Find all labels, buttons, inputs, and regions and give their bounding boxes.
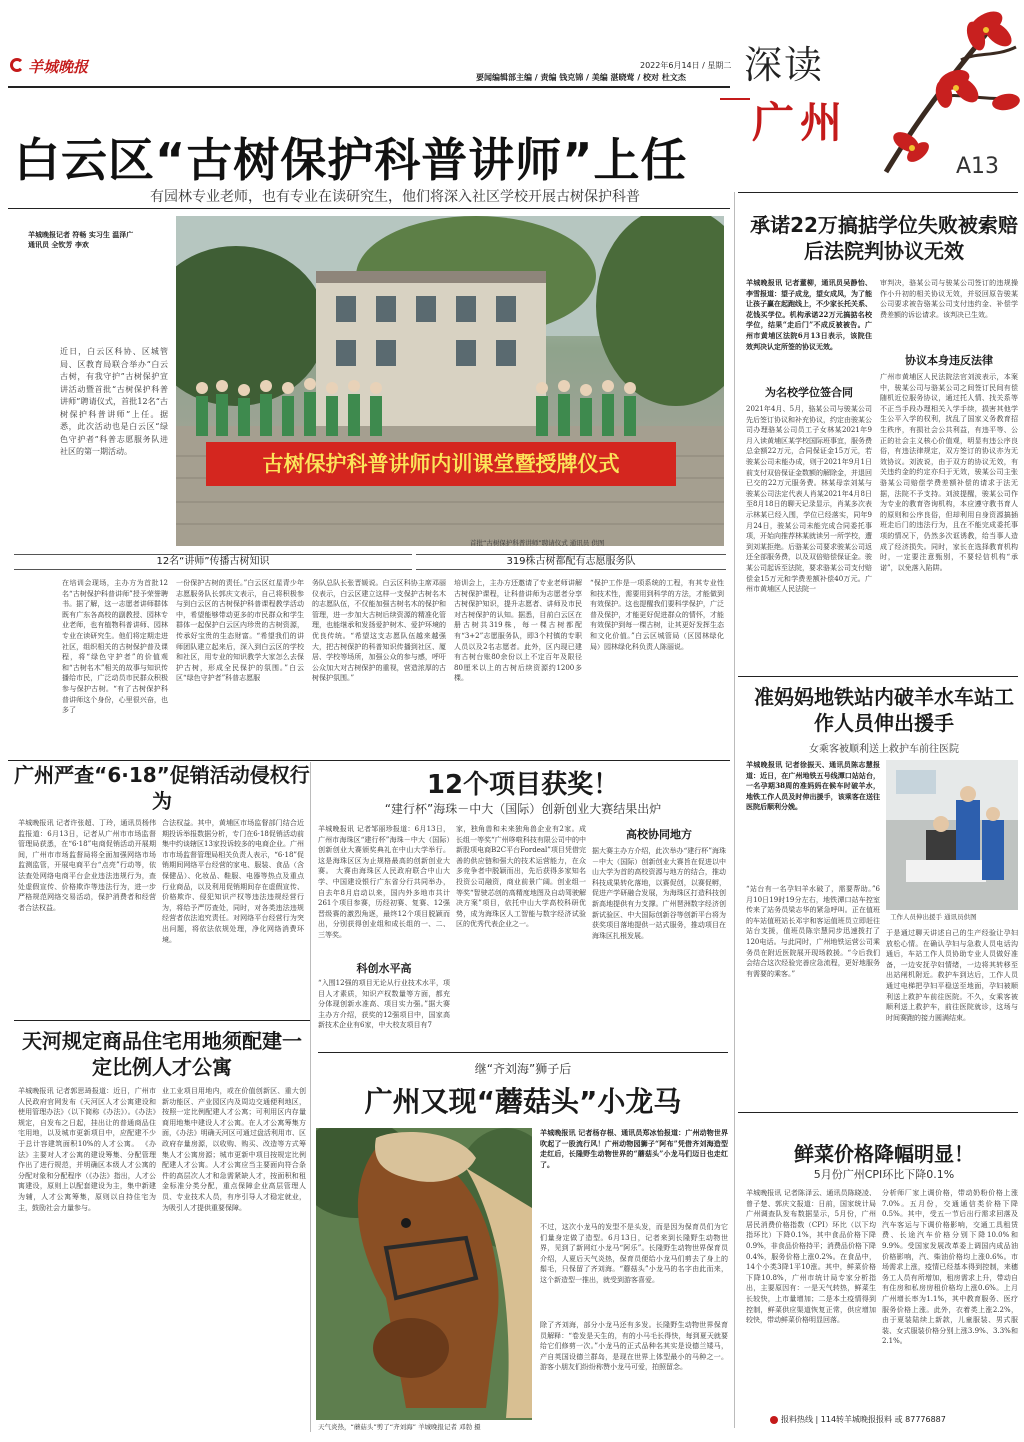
story8-headline: 广州又现“蘑菇头”小龙马 xyxy=(364,1085,682,1118)
mid-column-divider-lower xyxy=(310,1020,311,1432)
lead-col-1: 在培训会现场，主办方为首批12名“古树保护科普讲师”授予荣誉聘书。据了解，这一志愿者讲师群体既有广东各高校的副教授、园林专业老师，也有植物科普讲师、园林专业在读研究生。他们将定期走进社区，组织相关的古树保护普及课程，将“绿色守护者”的价值观和“古树名木”相关的故事与知识传播给市民，广泛动员市民群众积极参与保护古树。“有了古树保护科普讲师这个身份，心里很兴奋，也多了 xyxy=(62,579,168,715)
section-accent-line xyxy=(720,98,750,100)
story7-subhead-a: 科创水平高 xyxy=(318,960,450,976)
story2-subhead-1: 为名校学位签合同 xyxy=(765,386,853,399)
story2-col-1: 2021年4月、5月，骆某公司与骏某公司先后签订协议和补充协议，约定由骏某公司办理骆某公司员工子女林某2021年9月入读黄埔区某学校国际班事宜，服务费总金额22万元，合同保证金15万元，若骏某公司未能办成，则于2021年9月1日前支付双倍保证金数额的解除金，并退回已交的22万元服务费。林某母亲刘某与骏某公司法定代表人肖某2021年4月8日至8月18日的聊天记录显示，肖某多次表示林某已经入围，学位已经落实，同年9月24日，骏某公司未能完成合同委托事项，开始向推荐林某就读另一所学校，遭到刘某拒绝。后骆某公司要求骏某公司返还全部服务费，以及双倍赔偿保证金。骏某公司起诉至法院，要求骆某公司支付赔偿金15万元和学费差额补偿40万元。广州市黄埔区人民法院一 xyxy=(746,405,872,594)
story8-col-1: 不过，这次小龙马的发型不是头发，而是因为保育员们为它们量身定做了造型。6月13日，记者来到长隆野生动物世界，见到了新网红小龙马“阿乐”。长隆野生动物世界保育员介绍，人夏后天气炎热，保育员便给小龙马们剪去了身上的鬃毛，只保留了齐刘海。“蘑菇头”小龙马的名字由此而来，这个新造型一推出，就受到游客喜爱。 xyxy=(540,1223,728,1284)
story7-col-1b: “入围12强的项目无论从行业技术水平，项目人才素质，知识产权数量等方面，都充分体现创新水准高、项目实力强。”据大赛主办方介绍，获奖的12强项目中，国家高新技术企业有6家，中大校友项目有7 xyxy=(318,978,450,1044)
lead-headline: 白云区“古树保护科普讲师”上任 xyxy=(14,133,688,187)
lead-col-5: “保护工作是一项系统的工程，有其专业性和技术性，需要用到科学的方法，才能做到有效保护。这也提醒我们要科学保护，广泛普及保护，才能更好促进群众的情怀，才能有效保护到每一棵古树，让其更好发挥生态和文化价值。”白云区城管局（区园林绿化局）园林绿化科负责人陈丽说。 xyxy=(590,579,724,651)
story5-col-2: 合法权益。其中，黄埔区市场监督部门结合近期投诉举报数据分析，专门在6·18促销活动前集中约谈辖区13家投诉较多的电商企业。广州市市场监督管理局相关负责人表示，“6·18”促销期间网络平台经营的家电、服装、食品（含保健品）、化妆品、鞋服、电器等热点及重点行业商品，以及利用促销期间存在虚假宣传、价格欺诈、侵犯知识产权等违法违规经营行为，将给予严厉查处，同时，对各类违法违规经营者依法追究责任。对网络平台经营行为突出问题，将依法依规处理，净化网络消费环境。 xyxy=(162,819,304,944)
lead-photo xyxy=(176,216,724,546)
lead-photo-caption: 首批“古树保护科普讲师”聘请仪式 通讯员 供图 xyxy=(470,539,605,547)
story2-col-2: 广州市黄埔区人民法院法官刘波表示，本案中，骏某公司与骆某公司之间签订民间有偿随机近位服务协议，通过托人情、找关系等不正当手段办理相关入学手续，损害其他学生公平入学的权利，扰乱了国家义务教育招生秩序，有损社会公共利益，有违平等、公正的社会主义核心价值观，明显有违公序良俗，有违法律规定，双方签订的协议亦为无效协议。刘波说，由于双方的协议无效，有关违约金的约定亦归于无效，骏某公司主张骆某公司赔偿学费差额补偿的请求于法无据，法院不予支持。刘波提醒，骏某公司作为专业的教育咨询机构，本应遵守教书育人的原则和公序良俗，但却利用自身资源搞插班走后门的违法行为，且在不能完成委托事项的情况下，仍然多次诓诱教，给当事人造成了经济损失。同时，家长在选择教育机构时，一定要注意甄别，不要轻信机构“承诺”，以免落入陷阱。 xyxy=(880,373,1018,572)
right-column-divider xyxy=(734,192,735,1428)
lead-col-2: 一份保护古树的责任。”白云区红星青少年志愿服务队长郭庆文表示，自己将积极参与到白云区的古树保护科普课程教学活动中，希望能够带动更多的市民群众和学生群体一起保护白云区内珍贵的古树资源，传承好宝贵的生态财富。“希望我们的讲师团队建立起来后，深入到白云区的学校和社区，用专业的知识教学大家怎么去保护古树，形成全民保护的氛围。”白云区“绿色守护者”科普志愿服 xyxy=(176,579,304,683)
story5-col-1: 羊城晚报讯 记者许张超、丁玲，通讯员杨伟监报道：6月13日，记者从广州市市场监督管理局获悉，在“6·18”电商促销活动开展期间，广州市市场监督局将全面加强网络市场监测监管，开展电商平台“点亮”行动等，依法查处网络电商平台企业违法违规行为，查处虚假宣传、价格欺诈等违法行为，进一步严格规范网络交易活动，保护消费者和经营者合法权益。 xyxy=(18,819,156,912)
story6-byline: 羊城晚报讯 记者郭思琦报道：近日，广州市人民政府官网发布《天河区人才公寓建设和使用管理办法》（以下简称《办法》）。《办法》规定，自发布之日起，挂出让的普通商品住宅用地，以及城市更新项目中，应配建不少于总计容建筑面积10%的人才公寓。 xyxy=(18,1087,156,1148)
story3-subheadline: 女乘客被顺利送上救护车前往医院 xyxy=(809,744,959,755)
story8-photo xyxy=(316,1128,532,1420)
logo-text: 羊城晚报 xyxy=(28,58,89,76)
story3-photo-scene xyxy=(886,760,1018,910)
lead-subhead-1: 12名“讲师”传播古树知识 xyxy=(14,554,412,570)
story7-byline: 羊城晚报讯 记者邹丽珍报道：6月13日，广州市海珠区“建行杯”海珠－中大（国际）创新创业大赛颁奖典礼在中山大学举行。这是海珠区区为止规格最高的创新创业大赛。 xyxy=(318,825,450,876)
lead-photo-scene xyxy=(176,216,724,546)
lead-subhead-2: 319株古树都配有志愿服务队 xyxy=(416,554,726,570)
lead-photo-banner: 古树保护科普讲师内训课堂暨授牌仪式 xyxy=(262,452,620,476)
story2-top-rule xyxy=(738,192,1018,193)
hotline-phone-icon xyxy=(770,1416,778,1424)
lead-intro: 近日，白云区科协、区城管局、区教育局联合举办“白云古树，有我守护”古树保护宣讲活动暨首批“古树保护科普讲师”聘请仪式，首批12名“古树保护科普讲师”上任。据悉，此次活动也是白云区“绿色守护者”科普志愿服务队进社区的第一期活动。 xyxy=(60,347,168,456)
story3-photo xyxy=(886,760,1018,910)
lead-col-4: 培训会上，主办方还邀请了专业老师讲解古树保护课程，让科普讲师为志愿者分享古树保护知识，提升志愿者、讲师及市民对古树保护的认知。据悉，目前白云区在册古树共319株，每一棵古树都配有“3+2”志愿服务队，即3个村镇的专职人员以及2名志愿者。此外，区内现已建有古树台账80余份以上不定百年及限径80厘米以上的古树后续资源约1200多棵。 xyxy=(454,579,582,683)
hotline-text: 报料热线 | 114转羊城晚报报料 或 87776887 xyxy=(781,1415,946,1424)
story6-col-1 xyxy=(18,1086,156,1432)
story3-headline: 准妈妈地铁站内破羊水车站工作人员伸出援手 xyxy=(754,685,1014,735)
hotline-footer xyxy=(770,1414,946,1425)
story8-kicker: 继“齐刘海”狮子后 xyxy=(474,1062,572,1076)
story7-col-1-text: 大赛由海珠区人民政府联合中山大学、中国建设银行广东省分行共同举办，自去年8月启动以来，国内外多地市共计261个项目参赛，历经初赛、复赛、12强晋级赛的激烈角逐，最终12个项目脱颖而出，分别获得创业组和成长组的一、二、三等奖。 xyxy=(318,867,450,939)
story3-top-rule xyxy=(738,676,1018,677)
story8-byline: 羊城晚报讯 记者杨存根、通讯员郑冰怡报道：广州动物世界吹起了一股流行风！广州动物园狮子“阿布”凭借齐刘海造型走红后，长隆野生动物世界的“蘑菇头”小龙马们迈日也走红了。 xyxy=(540,1128,728,1169)
story2-subhead-2: 协议本身违反法律 xyxy=(905,354,993,367)
story3-photo-caption: 工作人员伸出援手 通讯员供图 xyxy=(890,913,977,921)
lead-byline: 羊城晚报记者 符畅 实习生 温泽广 通讯员 全钦芳 李欢 xyxy=(28,231,134,249)
story3-byline: 羊城晚报讯 记者徐振天、通讯员陈志慧报道：近日，在广州地铁五号线潭口站站台，一名孕期38周的准妈妈在候车时破羊水，地铁工作人员及时伸出援手，该乘客在送往医院后顺利分娩。 xyxy=(746,760,880,812)
issue-date: 2022年6月14日 / 星期二 xyxy=(640,61,732,70)
story6-col-2: 业工业项目用地内，或在价值创新区、重大创新功能区、产业园区内及周边交通便利地区，按照一定比例配建人才公寓；可利用区内存量商用地集中建设人才公寓。在人才公寓筹集方面，《办法》明确天河区可通过盘活利用市、区政府存量房源，以收购、购买、改造等方式筹集人才公寓房源；城市更新中项目按规定比例配建人才公寓。人才公寓应当主要面向符合条件的高层次人才和急需紧缺人才，按面积和租金标准分类分配，重点保障企业高层管理人员、专业技术人员，有序引导人才稳定就业，为吸引人才提供重要保障。 xyxy=(162,1087,306,1212)
story6-headline: 天河规定商品住宅用地须配建一定比例人才公寓 xyxy=(22,1029,302,1079)
kapok-flower-illustration xyxy=(866,2,1024,178)
story6-top-rule xyxy=(14,1020,310,1021)
story7-headline: 12个项目获奖！ xyxy=(426,770,620,800)
story8-col-2: 除了齐刘海，部分小龙马还有多发。长隆野生动物世界保育员解释：“卷发是天生的，有的小马毛长得快，每到夏天就要给它们修剪一次。”小龙马的正式品种名其实是设德兰矮马，产自英国设德兰群岛，是现在世界上体型最小的马种之一。游客小朋友们纷纷称赞小龙马可爱，拍照留念。 xyxy=(540,1321,728,1372)
story7-col-2: 家，独角兽和未来独角兽企业有2家。成长组一等奖“广州哆啦科技有限公司中的中新股项电商B2C平台Fordeal”项目凭借完善的供应链和强大的技术运营能力，在众多竞争者中脱颖而出，先后获得多家知名投资公司融资，商业前景广阔。创业组一等奖“智驶芯创的高精度地图及自动驾驶解决方案”项目，依托中山大学高校科研优势，成为海珠区人工智能与数字经济试验区的优秀代表企业之一。 xyxy=(456,825,586,929)
story8-photo-caption: 天气炎热，“蘑菇头”剪了“齐刘海” 羊城晚报记者 邓勃 摄 xyxy=(318,1423,481,1431)
section-title-deep-read: 深读 xyxy=(744,43,825,87)
story7-subheadline: “建行杯”海珠－中大（国际）创新创业大赛结果出炉 xyxy=(384,802,662,816)
page-number: A13 xyxy=(956,154,1000,179)
lead-rule xyxy=(8,208,730,209)
section-title-guangzhou: 广州 xyxy=(752,98,849,147)
story5-headline: 广州严查“6·18”促销活动侵权行为 xyxy=(14,763,310,813)
story7-col-3: 据大赛主办方介绍，此次举办“建行杯”海珠－中大（国际）创新创业大赛旨在促进以中山大学为首的高校资源与地方的结合，推动科技成果转化落地，以赛促创，以赛促孵，促进产学研融合发展，为海珠区打造科技创新高地提供有力支撑。广州琶洲数字经济创新试验区、中大国际创新谷等创新平台将为获奖项目落地提供一站式服务，推动项目在海珠区扎根发展。 xyxy=(592,847,726,940)
masthead-rule xyxy=(8,86,730,88)
story6-col-1-text: 《办法》主要对人才公寓的建设筹集、分配管理作出了进行规范，并明确区本级人才公寓的分配对象和分配程序（《办法》指出，人才公寓建设，原则上以配套建设为主，集中新建为辅，人才公寓筹集，原则以自持住宅为主，鼓励社会力量参与。 xyxy=(18,1139,156,1212)
lead-col-3: 务队总队长张晋媛说。白云区科协主席邓丽仪表示，白云区建立这样一支保护古树名木的志愿队伍，不仅能加强古树名木的保护和管理，进一步加大古树后续资源的精准化管理，也能继承和发扬爱护树木、爱护环境的优良传统。“希望这支志愿队伍越来越强大，把古树保护的科普知识传播到社区、厦居、学校等场所，加强公众的参与感，呼吁公众加大对古树保护的重视，营造浓厚的古树保护氛围。” xyxy=(312,579,446,683)
lead-subheadline: 有园林专业老师，也有专业在读研究生，他们将深入社区学校开展古树保护科普 xyxy=(150,189,640,205)
story8-pony-scene xyxy=(316,1128,532,1420)
logo-swirl-icon xyxy=(10,58,24,72)
story4-byline: 羊城晚报讯 记者陈泽云、通讯员陈晓凌、曾子楚、郭庆文报道：日前，国家统计局广州调查队发布数据显示，5月份，广州居民消费价格指数（CPI）环比（以下均指环比）下降0.1%，其中食品价格下降0.9%，非食品价格持平；消费品价格下降0.4%，服务价格上涨0.2%。在食品中，14个小类3降1平10涨。其中，鲜菜价格下降10.8%，广州市统计局专家分析指出，主要原因有：一是天气转热，鲜菜生长较快，上市量增加；二是本土疫情得到控制，鲜菜供应渠道恢复正常，供应增加较快，带动鲜菜价格明显回落。 xyxy=(746,1189,876,1325)
editor-credits: 要闻编辑部主编 / 责编 钱克锦 / 美编 湛晓莺 / 校对 杜文杰 xyxy=(476,73,686,82)
story7-subhead-b: 高校协同地方 xyxy=(626,828,692,841)
story3-col-1: “站台有一名孕妇羊水破了，需要帮助。”6月10日19时19分左右，地铁潭口站车控室传来了站务员梁志华的紧急呼叫。正在值班的车站值班站长邓宇和客运值班员立即赶往站台支援，值班员陈宗慧同步迅速拨打了120电话。与此同时，广州地铁运营公司乘务员在附近医院展开现场救援。“今后我们会结合这次经验完善应急流程，更好地服务有需要的乘客。” xyxy=(746,885,880,978)
story3-col-2: 于是通过聊天讲述自己的生产经验让孕妇放松心情。在确认孕妇与急救人员电话沟通后，车站工作人员协助专业人员做好准备，一边安抚孕妇情绪，一边将其转移至出站闸机附近。救护车到达后，工作人员通过电梯把孕妇平稳送至地面，孕妇被顺利送上救护车前往医院。不久，女乘客被顺利送上救护车，前往医院就诊，这场与时间赛跑的接力圆满结束。 xyxy=(886,929,1018,1022)
story8-top-rule xyxy=(318,1052,728,1053)
story4-headline: 鲜菜价格降幅明显！ xyxy=(794,1142,974,1166)
story4-col-2: 分析师厂家上调价格，带动奶粉价格上涨7.0%。五月份，交通通信类价格下降0.5%。其中，受五一节后出行需求回落及汽车客运与下调价格影响，交通工具租赁费、长途汽车价格分别下降10.0%和9.9%。受国家发展改革委上调国内成品油价格影响，汽、柴油价格均上涨0.6%。市场需求上涨，疫情已经基本得到控制，来穗务工人员有所增加，租房需求上升，带动自有住房和私房房租价格均上涨0.6%。上月广州增长率为1.1%，其中教育服务、医疗服务价格上涨。此外，衣着类上涨2.2%，由于夏装陆续上新款，儿童服装、男式服装、女式服装价格分别上涨3.9%、3.3%和2.1%。 xyxy=(882,1189,1018,1346)
story2-headline: 承诺22万搞掂学位失败被索赔后法院判协议无效 xyxy=(750,213,1018,263)
lead-bottom-rule xyxy=(8,760,730,761)
story2-byline: 羊城晚报讯 记者董柳，通讯员吴静怡、李雪报道：望子成龙，望女成凤，为了能让孩子赢在起跑线上，不少家长托关系、花钱买学位。机构承诺22万元搞掂名校学位，结果“走后门”不成反被被告。广州市黄埔区法院6月13日表示，该院住效判决认定所签的协议无效。 xyxy=(746,278,872,351)
story4-top-rule xyxy=(738,1112,1018,1113)
story4-subheadline: 5月份广州CPI环比下降0.1% xyxy=(813,1168,955,1181)
story2-col-2-top: 审判决，骆某公司与骏某公司签订的违规操作小升初的相关协议无效，并驳回原告骏某公司要求被告骆某公司支付违约金、补偿学费差额的诉讼请求。该判决已生效。 xyxy=(880,279,1018,319)
mid-column-divider xyxy=(310,762,311,1062)
